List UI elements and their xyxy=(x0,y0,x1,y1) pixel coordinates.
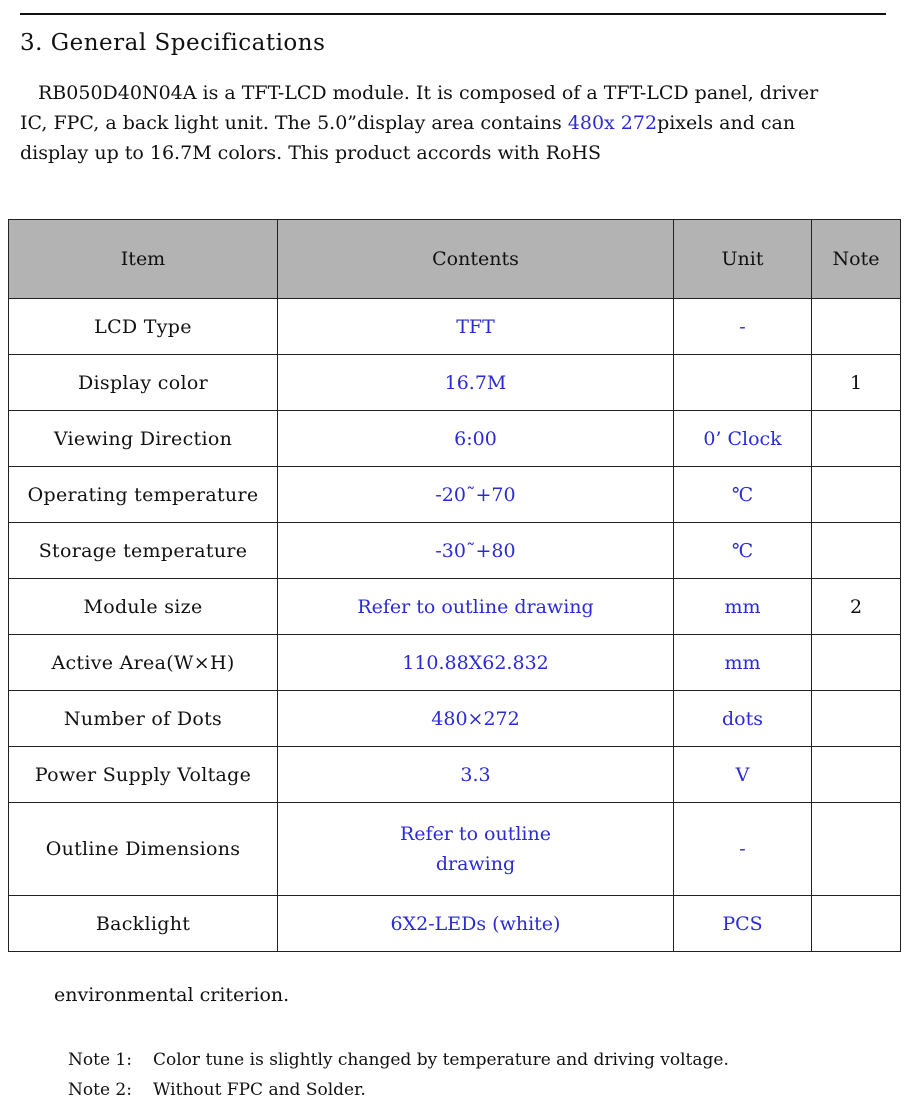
header-item: Item xyxy=(9,220,278,299)
table-row xyxy=(9,299,901,355)
header-unit: Unit xyxy=(674,220,812,299)
table-row xyxy=(9,411,901,467)
note-label: Note 1: xyxy=(68,1050,132,1070)
cell-unit: mm xyxy=(674,635,812,691)
environmental-criterion-text: environmental criterion. xyxy=(54,984,290,1006)
cell-contents: Refer to outline drawing xyxy=(278,803,674,896)
table-header-row xyxy=(9,220,901,299)
cell-unit: V xyxy=(674,747,812,803)
cell-item: LCD Type xyxy=(9,299,278,355)
intro-line-2-start: IC, FPC, a back light unit. The 5.0”display area contains xyxy=(20,112,568,134)
cell-note xyxy=(812,523,901,579)
cell-note xyxy=(812,896,901,952)
intro-line-3: display up to 16.7M colors. This product accords with RoHS xyxy=(20,142,602,164)
table-row xyxy=(9,355,901,411)
cell-item: Backlight xyxy=(9,896,278,952)
note-2 xyxy=(68,1075,729,1105)
cell-item: Outline Dimensions xyxy=(9,803,278,896)
cell-unit: 0’ Clock xyxy=(674,411,812,467)
cell-item: Module size xyxy=(9,579,278,635)
cell-unit: - xyxy=(674,299,812,355)
note-1 xyxy=(68,1045,729,1075)
cell-note xyxy=(812,747,901,803)
cell-contents: Refer to outline drawing xyxy=(278,579,674,635)
cell-item: Number of Dots xyxy=(9,691,278,747)
cell-unit: ℃ xyxy=(674,523,812,579)
notes-section xyxy=(68,1045,729,1105)
cell-note xyxy=(812,691,901,747)
spec-table xyxy=(8,219,901,952)
cell-contents: 6X2-LEDs (white) xyxy=(278,896,674,952)
resolution-highlight: 480x 272 xyxy=(567,112,658,134)
cell-unit xyxy=(674,355,812,411)
header-contents: Contents xyxy=(278,220,674,299)
cell-item: Viewing Direction xyxy=(9,411,278,467)
cell-unit: mm xyxy=(674,579,812,635)
table-row xyxy=(9,747,901,803)
cell-item: Display color xyxy=(9,355,278,411)
intro-line-1: RB050D40N04A is a TFT-LCD module. It is composed of a TFT-LCD panel, driver xyxy=(38,82,819,104)
cell-item: Active Area(W×H) xyxy=(9,635,278,691)
top-rule xyxy=(20,13,886,15)
note-label: Note 2: xyxy=(68,1080,132,1100)
cell-item: Storage temperature xyxy=(9,523,278,579)
cell-contents: 110.88X62.832 xyxy=(278,635,674,691)
intro-line-2 xyxy=(20,108,892,138)
table-row xyxy=(9,896,901,952)
note-text: Without FPC and Solder. xyxy=(153,1080,366,1100)
cell-item: Power Supply Voltage xyxy=(9,747,278,803)
intro-line-2-end: pixels and can xyxy=(657,112,796,134)
cell-note xyxy=(812,467,901,523)
intro-paragraph xyxy=(20,78,892,168)
cell-contents: TFT xyxy=(278,299,674,355)
cell-unit: - xyxy=(674,803,812,896)
cell-note: 2 xyxy=(812,579,901,635)
cell-contents: 16.7M xyxy=(278,355,674,411)
section-title: 3. General Specifications xyxy=(20,30,326,56)
cell-note xyxy=(812,299,901,355)
note-text: Color tune is slightly changed by temperature and driving voltage. xyxy=(153,1050,729,1070)
cell-note xyxy=(812,803,901,896)
cell-contents: -20˜+70 xyxy=(278,467,674,523)
cell-contents: -30˜+80 xyxy=(278,523,674,579)
cell-contents: 3.3 xyxy=(278,747,674,803)
cell-note xyxy=(812,411,901,467)
cell-unit: dots xyxy=(674,691,812,747)
table-row xyxy=(9,691,901,747)
table-row xyxy=(9,803,901,896)
table-row xyxy=(9,635,901,691)
table-row xyxy=(9,467,901,523)
cell-contents: 6:00 xyxy=(278,411,674,467)
cell-note: 1 xyxy=(812,355,901,411)
table-row xyxy=(9,523,901,579)
cell-contents: 480×272 xyxy=(278,691,674,747)
cell-unit: ℃ xyxy=(674,467,812,523)
cell-note xyxy=(812,635,901,691)
table-row xyxy=(9,579,901,635)
cell-unit: PCS xyxy=(674,896,812,952)
cell-item: Operating temperature xyxy=(9,467,278,523)
header-note: Note xyxy=(812,220,901,299)
